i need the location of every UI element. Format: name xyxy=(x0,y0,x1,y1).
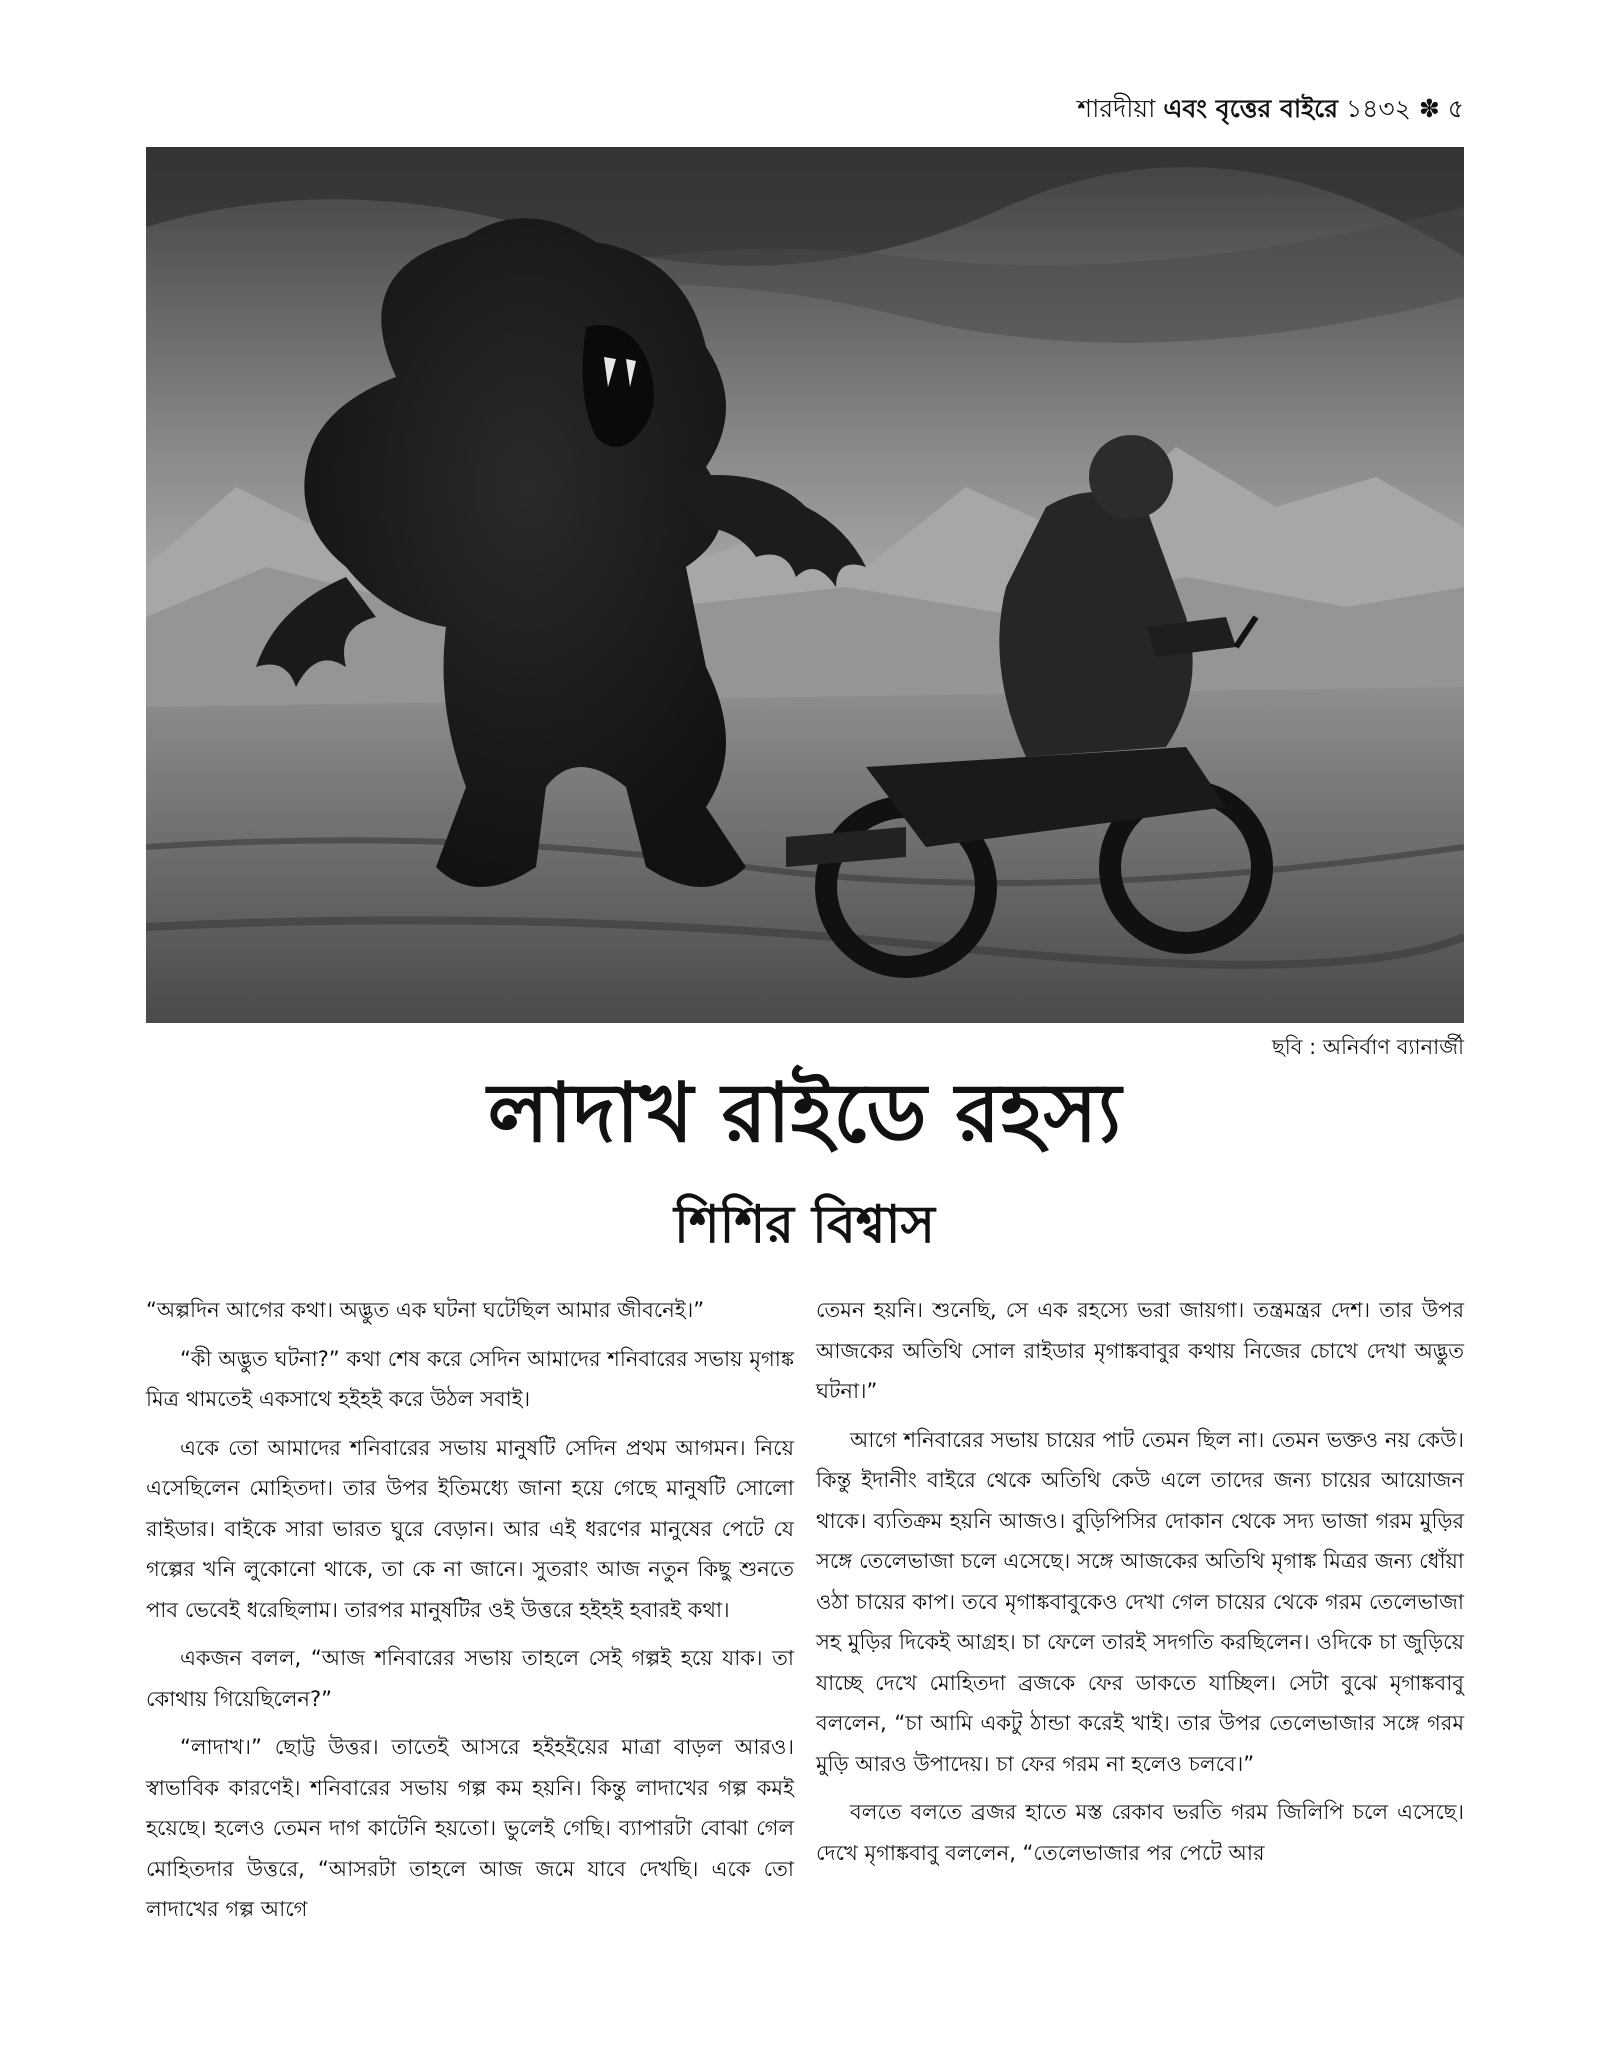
header-separator: ✽ xyxy=(1418,94,1440,123)
article-column-left xyxy=(146,1290,794,1938)
illustration-credit: ছবি : অনির্বাণ ব্যানার্জী xyxy=(1271,1035,1464,1059)
paragraph: একে তো আমাদের শনিবারের সভায় মানুষটি সেদিন প্রথম আগমন। নিয়ে এসেছিলেন মোহিতদা। তার উপর ইতিমধ্যে জানা হয়ে গেছে মানুষটি সোলো রাইডার। বাইকে সারা ভারত ঘুরে বেড়ান। আর এই ধরণের মানুষের পেটে যে গল্পের খনি লুকোনো থাকে, তা কে না জানে। সুতরাং আজ নতুন কিছু শুনতে পাব ভেবেই ধরেছিলাম। তারপর মানুষটির ওই উত্তরে হইহই হবারই কথা। xyxy=(146,1435,794,1622)
header-prefix: শারদীয়া xyxy=(1077,94,1156,123)
article-illustration xyxy=(146,147,1464,1023)
article-title: লাদাখ রাইডে রহস্য xyxy=(487,1065,1122,1161)
paragraph: তেমন হয়নি। শুনেছি, সে এক রহস্যে ভরা জায়গা। তন্ত্রমন্ত্রর দেশ। তার উপর আজকের অতিথি সোল রাইডার মৃগাঙ্কবাবুর কথায় নিজের চোখে দেখা অদ্ভুত ঘটনা।” xyxy=(816,1298,1464,1403)
paragraph: “অল্পদিন আগের কথা। অদ্ভুত এক ঘটনা ঘটেছিল আমার জীবনেই।” xyxy=(146,1298,705,1322)
article-column-right xyxy=(816,1290,1464,1881)
magazine-name: এবং বৃত্তের বাইরে xyxy=(1163,94,1338,123)
paragraph: আগে শনিবারের সভায় চায়ের পাট তেমন ছিল না। তেমন ভক্তও নয় কেউ। কিন্তু ইদানীং বাইরে থেকে অতিথি কেউ এলে তাদের জন্য চায়ের আয়োজন থাকে। ব্যতিক্রম হয়নি আজও। বুড়িপিসির দোকান থেকে সদ্য ভাজা গরম মুড়ির সঙ্গে তেলেভাজা চলে এসেছে। সঙ্গে আজকের অতিথি মৃগাঙ্ক মিত্রর জন্য ধোঁয়া ওঠা চায়ের কাপ। তবে মৃগাঙ্কবাবুকেও দেখা গেল চায়ের থেকে গরম তেলেভাজা সহ মুড়ির দিকেই আগ্রহ। চা ফেলে তারই সদগতি করছিলেন। ওদিকে চা জুড়িয়ে যাচ্ছে দেখে মোহিতদা ব্রজকে ফের ডাকতে যাচ্ছিল। সেটা বুঝে মৃগাঙ্কবাবু বললেন, “চা আমি একটু ঠান্ডা করেই খাই। তার উপর তেলেভাজার সঙ্গে গরম মুড়ি আরও উপাদেয়। চা ফের গরম না হলেও চলবে।” xyxy=(816,1427,1464,1776)
header-year: ১৪৩২ xyxy=(1345,94,1411,123)
article-author: শিশির বিশ্বাস xyxy=(674,1194,935,1255)
running-header xyxy=(1077,94,1464,124)
paragraph: বলতে বলতে ব্রজর হাতে মস্ত রেকাব ভরতি গরম জিলিপি চলে এসেছে। দেখে মৃগাঙ্কবাবু বললেন, “তেলেভাজার পর পেটে আর xyxy=(816,1800,1464,1865)
paragraph: “কী অদ্ভুত ঘটনা?” কথা শেষ করে সেদিন আমাদের শনিবারের সভায় মৃগাঙ্ক মিত্র থামতেই একসাথে হইহই করে উঠল সবাই। xyxy=(146,1346,794,1411)
monster-chase-sketch xyxy=(146,147,1464,1023)
page-number: ৫ xyxy=(1447,94,1464,123)
paragraph: একজন বলল, “আজ শনিবারের সভায় তাহলে সেই গল্পই হয়ে যাক। তা কোথায় গিয়েছিলেন?” xyxy=(146,1646,794,1711)
paragraph: “লাদাখ।” ছোট্ট উত্তর। তাতেই আসরে হইহইয়ের মাত্রা বাড়ল আরও। স্বাভাবিক কারণেই। শনিবারের সভায় গল্প কম হয়নি। কিন্তু লাদাখের গল্প কমই হয়েছে। হলেও তেমন দাগ কাটেনি হয়তো। ভুলেই গেছি। ব্যাপারটা বোঝা গেল মোহিতদার উত্তরে, “আসরটা তাহলে আজ জমে যাবে দেখছি। একে তো লাদাখের গল্প আগে xyxy=(146,1735,794,1921)
